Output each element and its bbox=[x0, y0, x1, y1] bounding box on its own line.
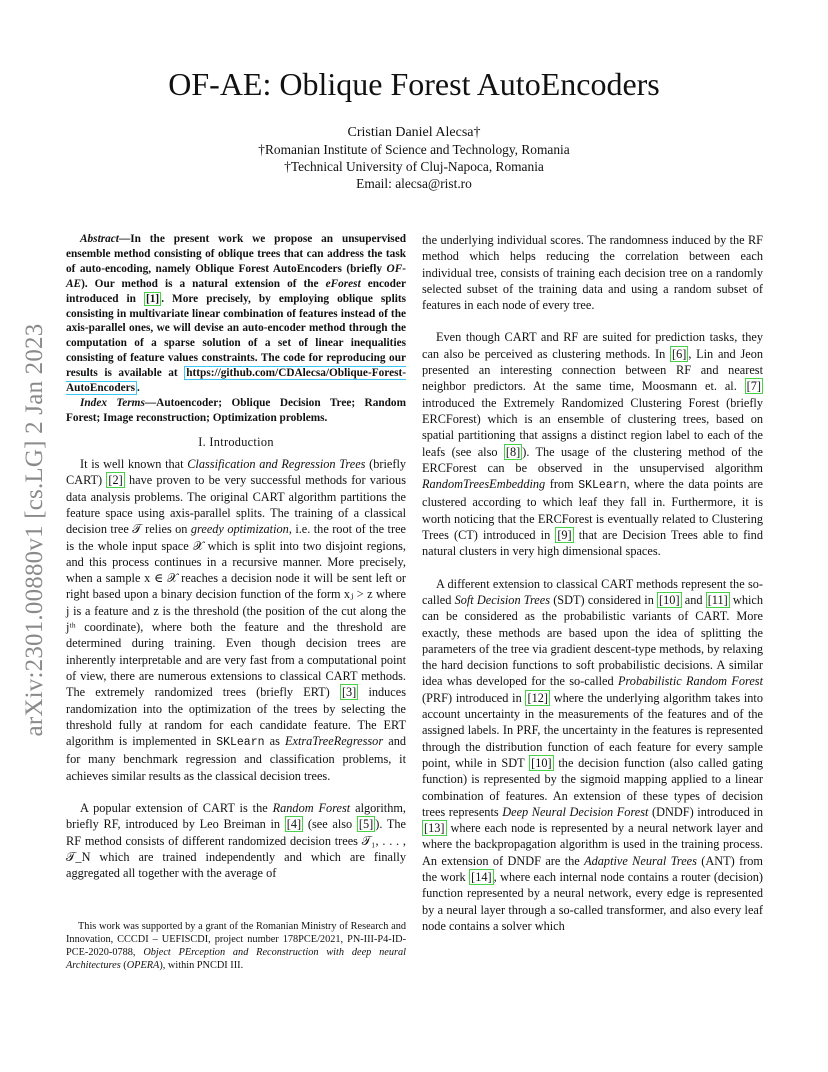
index-terms: Index Terms—Autoencoder; Oblique Decision Tree; Random Forest; Image reconstruction; Optimization problems. bbox=[66, 396, 406, 424]
citation-link[interactable]: [11] bbox=[707, 592, 728, 607]
citation-link[interactable]: [10] bbox=[531, 755, 552, 770]
citation-link[interactable]: [8] bbox=[505, 444, 521, 459]
affiliation-1: †Romanian Institute of Science and Technology, Romania bbox=[258, 142, 570, 157]
citation-link[interactable]: [7] bbox=[746, 379, 761, 394]
intro-paragraph-1: It is well known that Classification and Regression Trees (briefly CART) [2] have proven to be very successful methods for various data analysis problems. The original CART algorithm partitions the feature space using axis-parallel splits. The training of a classical decision tree 𝒯 relies on greedy optimization, i.e. the root of the tree is the whole input space 𝒳 which is split into two disjoint regions, and this process continues in a recursive manner. More precisely, when a sample x ∈ 𝒳 reaches a decision node it will be sent left or right based upon a binary decision function of the form xⱼ > z where j is a feature and z is the threshold (the position of the cut along the jᵗʰ coordinate), where both the feature and the threshold are determined during training. Even though decision trees are inherently interpretable and are very fast from a computational point of view, there are numerous extensions to classical CART methods. The extremely randomized trees (briefly ERT) [3] induces randomization into the optimization of the trees by selecting the threshold fully at random for each candidate feature. The ERT algorithm is implemented in SKLearn as ExtraTreeRegressor and for many benchmark regression and classification problems, it achieves similar results as the classical decision trees. bbox=[66, 457, 407, 783]
funding-footnote: This work was supported by a grant of the Romanian Ministry of Research and Innovation, CCCDI – UEFISCDI, project number 178PCE/2021, PN-III-P4-ID-PCE-2020-0788, Object PErception and Reconstruction with deep neural Architectures (OPERA), within PNCDI III. bbox=[66, 921, 406, 971]
citation-link[interactable]: [12] bbox=[527, 690, 548, 705]
citation-link[interactable]: [4] bbox=[286, 817, 302, 832]
author-email: Email: alecsa@rist.ro bbox=[356, 176, 472, 191]
citation-link[interactable]: [10] bbox=[659, 592, 680, 607]
citation-link[interactable]: [2] bbox=[108, 473, 123, 488]
section-heading-introduction: I. Introduction bbox=[198, 434, 274, 449]
index-terms-label: Index Terms bbox=[80, 396, 145, 409]
author-block bbox=[0, 124, 828, 192]
arxiv-identifier: arXiv:2301.00880v1 [cs.LG] 2 Jan 2023 bbox=[21, 323, 48, 737]
abstract: Abstract—In the present work we propose an unsupervised ensemble method consisting of oblique trees that can address the task of auto-encoding, namely Oblique Forest AutoEncoders (briefly OF-AE). Our method is a natural extension of the eForest encoder introduced in [1] . More precisely, by employing oblique splits consisting in multivariate linear combination of features instead of the axis-parallel ones, we will devise an auto-encoder method through the computation of a sparse solution of a set of linear inequalities consisting of feature values constraints. The code for reproducing our results is available at https://github.com/CDAlecsa/Oblique-Forest-AutoEncoders . bbox=[66, 233, 407, 395]
citation-link[interactable]: [14] bbox=[471, 869, 492, 884]
paper-title: OF-AE: Oblique Forest AutoEncoders bbox=[168, 66, 660, 102]
citation-link[interactable]: [13] bbox=[424, 821, 445, 836]
right-column bbox=[422, 232, 763, 934]
arxiv-side-stamp bbox=[12, 300, 58, 760]
affiliation-2: †Technical University of Cluj-Napoca, Romania bbox=[284, 159, 544, 174]
intro-paragraph-5: A different extension to classical CART methods represent the so-called Soft Decision Trees (SDT) considered in [10] and [11] which can be considered as the probabilistic variants of CART. More exactly, these methods are based upon the idea of splitting the parameters of the tree via gradient descent-type methods, by relaxing the hard decision functions to soft probabilistic decisions. A similar idea whas developed for the so-called Probabilistic Random Forest (PRF) introduced in [12] where the underlying algorithm takes into account uncertainty in the measurements of the features and of the assigned labels. In PRF, the uncertainty in the features is represented through the distribution function of each feature for every sample point, while in SDT [10] the decision function (also called gating function) is represented by the sigmoid mapping applied to a linear combination of features. An extension of these types of decision trees represents Deep Neural Decision Forest (DNDF) introduced in [13] where each node is represented by a neural network layer and where the backpropagation algorithm is used in the training process. An extension of DNDF are the Adaptive Neural Trees (ANT) from the work [14] , where each internal node contains a router (decision) function represented by a neural network, every edge is represented by a neural layer through a so-called transformer, and also every leaf node contains a solver which bbox=[422, 576, 764, 933]
citation-link[interactable]: [9] bbox=[557, 528, 572, 543]
citation-link[interactable]: [6] bbox=[671, 346, 687, 361]
citation-link[interactable]: [1] bbox=[146, 292, 160, 305]
intro-paragraph-4: Even though CART and RF are suited for prediction tasks, they can also be perceived as clustering methods. In [6] , Lin and Jeon presented an interesting connection between RF and nearest neighbor predictors. At the same time, Moosmann et. al. [7] introduced the Extremely Randomized Clustering Forest (briefly ERCForest) which is an ensemble of clustering trees, based on spatial partitioning that assigns a distinct region label to each of the leafs (see also [8] ). The usage of the clustering method of the ERCForest can be observed in the unsupervised algorithm RandomTreesEmbedding from SKLearn, where the data points are clustered according to which leaf they fall in. Furthermore, it is worth noticing that the ERCForest is eventually related to Clustering Trees (CT) introduced in [9] that are Decision Trees able to find natural clusters in very high dimensional spaces. bbox=[422, 330, 763, 559]
citation-link[interactable]: [3] bbox=[341, 685, 357, 700]
github-link[interactable]: https://github.com/CDAlecsa/Oblique-Forest-AutoEncoders bbox=[66, 367, 406, 395]
intro-paragraph-2: A popular extension of CART is the Random Forest algorithm, briefly RF, introduced by Leo Breiman in [4] (see also [5] ). The RF method consists of different randomized decision trees 𝒯₁, . . . , 𝒯_N which are trained independently and which are finally aggregated all together with the average of bbox=[66, 801, 407, 881]
author-name: Cristian Daniel Alecsa† bbox=[347, 125, 481, 140]
left-column bbox=[66, 232, 406, 882]
citation-link[interactable]: [5] bbox=[358, 817, 374, 832]
abstract-label: Abstract bbox=[80, 233, 119, 245]
intro-paragraph-3: the underlying individual scores. The randomness induced by the RF method which helps reducing the correlation between each individual tree, consists of training each decision tree on a randomly selected subset of the training data and using a random subset of features in each node of every tree. bbox=[422, 233, 763, 313]
